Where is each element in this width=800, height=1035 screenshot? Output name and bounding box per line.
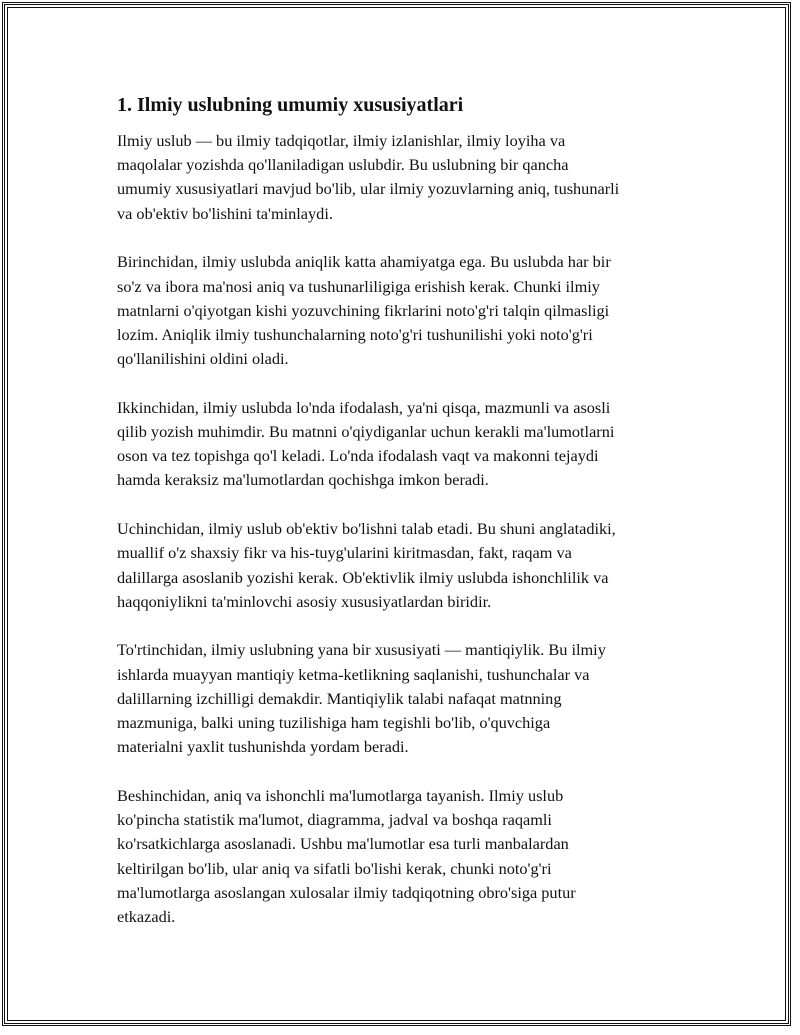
section-heading: 1. Ilmiy uslubning umumiy xususiyatlari (117, 94, 464, 116)
paragraph-fourth: To'rtinchidan, ilmiy uslubning yana bir xususiyati — mantiqiylik. Bu ilmiy ishlarda muayyan mantiqiy ketma-ketlikning saqlanishi, tushunchalar va dalillarning izchilligi demakdir. Mantiqiylik talabi nafaqat matnning mazmuniga, balki uning tuzilishiga ham tegishli bo'lib, o'quvchiga materialni yaxlit tushunishda yordam beradi. (117, 640, 606, 757)
paragraph-third: Uchinchidan, ilmiy uslub ob'ektiv bo'lishni talab etadi. Bu shuni anglatadiki, muallif o'z shaxsiy fikr va his-tuyg'ularini kiritmasdan, fakt, raqam va dalillarga asoslanib yozishi kerak. Ob'ektivlik ilmiy uslubda ishonchlilik va haqqoniylikni ta'minlovchi asosiy xususiyatlardan biridir. (117, 519, 616, 611)
paragraph-fifth: Beshinchidan, aniq va ishonchli ma'lumotlarga tayanish. Ilmiy uslub ko'pincha statistik ma'lumot, diagramma, jadval va boshqa raqamli ko'rsatkichlarga asoslanadi. Ushbu ma'lumotlar esa turli manbalardan keltirilgan bo'lib, ular aniq va sifatli bo'lishi kerak, chunki noto'g'ri ma'lumotlarga asoslangan xulosalar ilmiy tadqiqotning obro'siga putur etkazadi. (117, 785, 576, 926)
paragraph-intro: Ilmiy uslub — bu ilmiy tadqiqotlar, ilmiy izlanishlar, ilmiy loyiha va maqolalar yozishda qo'llaniladigan uslubdir. Bu uslubning bir qancha umumiy xususiyatlari mavjud bo'lib, ular ilmiy yozuvlarning aniq, tushunarli va ob'ektiv bo'lishini ta'minlaydi. (117, 131, 620, 223)
paragraph-second: Ikkinchidan, ilmiy uslubda lo'nda ifodalash, ya'ni qisqa, mazmunli va asosli qilib yozish muhimdir. Bu matnni o'qiydiganlar uchun kerakli ma'lumotlarni oson va tez topishga qo'l keladi. Lo'nda ifodalash vaqt va makonni tejaydi hamda keraksiz ma'lumotlardan qochishga imkon beradi. (117, 397, 615, 490)
paragraph-first: Birinchidan, ilmiy uslubda aniqlik katta ahamiyatga ega. Bu uslubda har bir so'z va ibora ma'nosi aniq va tushunarliligiga erishish kerak. Chunki ilmiy matnlarni o'qiyotgan kishi yozuvchining fikrlarini noto'g'ri talqin qilmasligi lozim. Aniqlik ilmiy tushunchalarning noto'g'ri tushunilishi yoki noto'g'ri qo'llanilishini oldini oladi. (117, 252, 611, 369)
document-body (117, 92, 697, 954)
